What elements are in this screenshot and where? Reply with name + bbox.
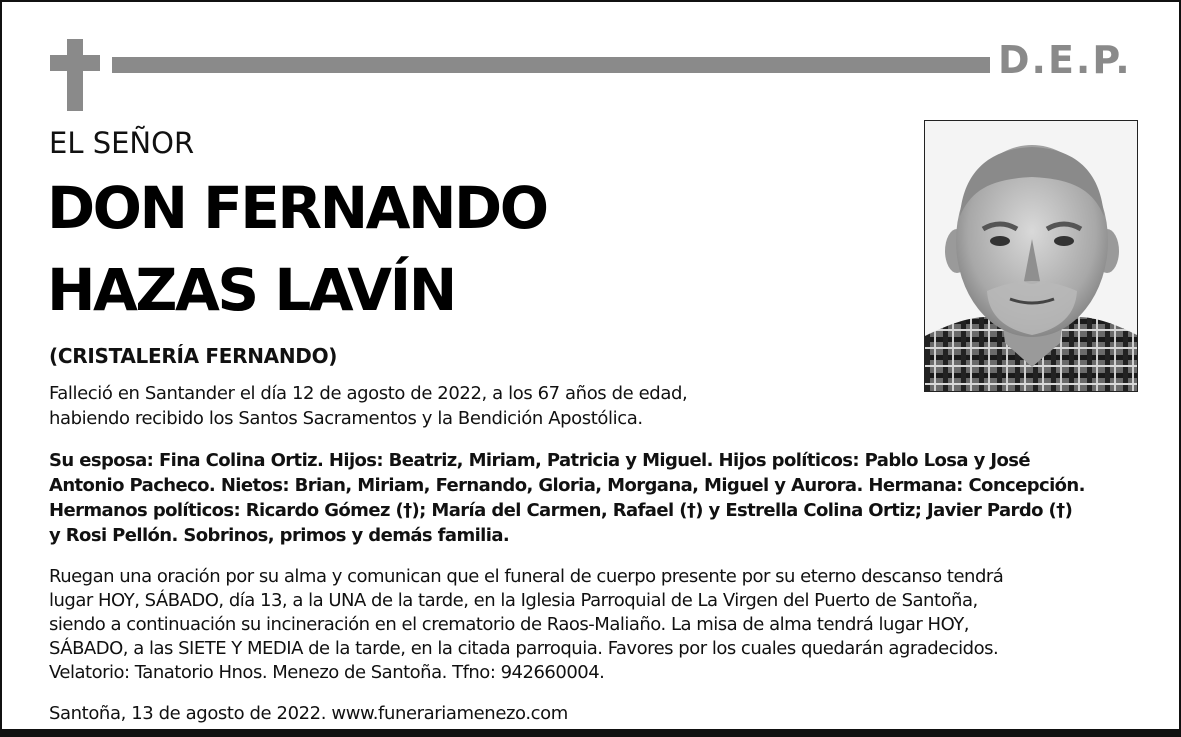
portrait-photo [924, 120, 1138, 392]
family-line: y Rosi Pellón. Sobrinos, primos y demás familia. [49, 525, 510, 546]
deceased-alias: (CRISTALERÍA FERNANDO) [49, 344, 338, 368]
details-line: SÁBADO, a las SIETE Y MEDIA de la tarde, en la citada parroquia. Favores por los cuales quedarán agradecidos. [49, 638, 999, 659]
details-line: siendo a continuación su incineración en el crematorio de Raos-Maliaño. La misa de alma tendrá lugar HOY, [49, 614, 969, 635]
deceased-name-line2: HAZAS LAVÍN [47, 256, 455, 324]
details-line: lugar HOY, SÁBADO, día 13, a la UNA de la tarde, en la Iglesia Parroquial de La Virgen del Puerto de Santoña, [49, 590, 978, 611]
honorific: EL SEÑOR [49, 126, 195, 160]
intro-line: habiendo recibido los Santos Sacramentos y la Bendición Apostólica. [49, 408, 643, 429]
header-rule [112, 57, 990, 73]
intro-line: Falleció en Santander el día 12 de agosto de 2022, a los 67 años de edad, [49, 383, 688, 404]
cross-icon [50, 39, 100, 111]
funeral-details [49, 565, 1139, 685]
details-line: Ruegan una oración por su alma y comunican que el funeral de cuerpo presente por su eterno descanso tendrá [49, 566, 1004, 587]
footer-place-date: Santoña, 13 de agosto de 2022. www.funerariamenezo.com [49, 703, 568, 724]
deceased-name-line1: DON FERNANDO [47, 174, 547, 242]
family-line: Antonio Pacheco. Nietos: Brian, Miriam, Fernando, Gloria, Morgana, Miguel y Aurora. Hermana: Concepción. [49, 475, 1085, 496]
family-line: Hermanos políticos: Ricardo Gómez (†); María del Carmen, Rafael (†) y Estrella Colina Ortiz; Javier Pardo (†) [49, 500, 1073, 521]
dep-label: D.E.P. [998, 38, 1132, 82]
details-line: Velatorio: Tanatorio Hnos. Menezo de Santoña. Tfno: 942660004. [49, 662, 605, 683]
death-announcement [49, 381, 909, 431]
family-line: Su esposa: Fina Colina Ortiz. Hijos: Beatriz, Miriam, Patricia y Miguel. Hijos políticos: Pablo Losa y José [49, 450, 1030, 471]
family-list [49, 448, 1129, 548]
